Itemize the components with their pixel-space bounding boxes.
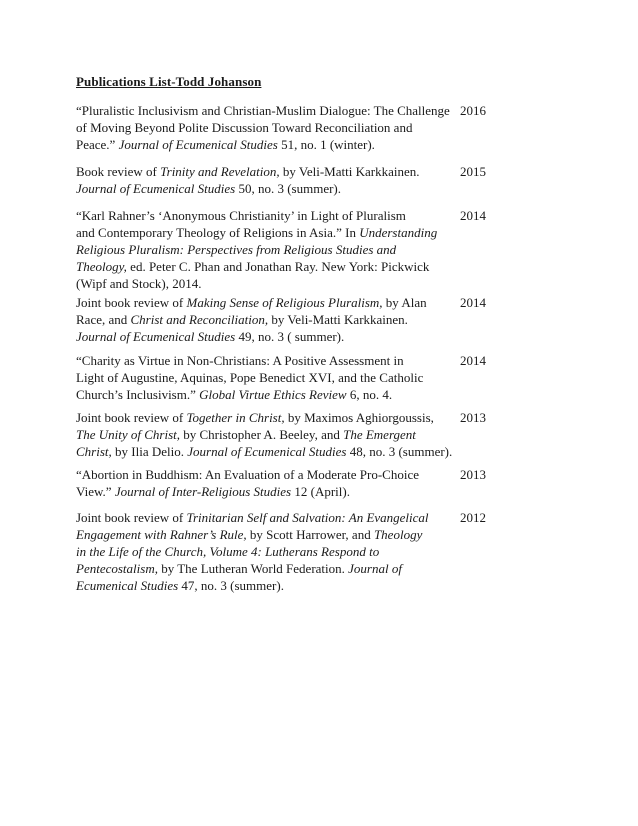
citation-line [76,163,448,180]
citation-text: of Moving Beyond Polite Discussion Toward Reconciliation and [76,120,413,135]
citation-title-italic: Trinitarian Self and Salvation: An Evangelical [186,510,429,525]
citation-line [76,258,448,275]
citation-line [76,560,448,577]
citation-title-italic: Christ, [76,444,112,459]
page-title: Publications List-Todd Johanson [76,74,262,89]
citation-title-italic: Journal of Ecumenical Studies [76,329,236,344]
citation-title-italic: Understanding [359,225,438,240]
citation-text: “Abortion in Buddhism: An Evaluation of a Moderate Pro-Choice [76,467,419,482]
citation-title-italic: The Unity of Christ, [76,427,181,442]
publication-citation [76,102,448,153]
citation-title-italic: Religious Pluralism: Perspectives from Religious Studies and [76,242,397,257]
citation-text: “Karl Rahner’s ‘Anonymous Christianity’ in Light of Pluralism [76,208,406,223]
publication-year: 2016 [460,103,486,118]
citation-line [76,443,453,460]
citation-title-italic: Ecumenical Studies [76,578,179,593]
citation-title-italic: Global Virtue Ethics Review [199,387,347,402]
citation-text: “Charity as Virtue in Non-Christians: A Positive Assessment in [76,353,404,368]
citation-text: Race, and [76,312,131,327]
citation-text: 50, no. 3 (summer). [235,181,342,196]
citation-line [76,207,448,224]
citation-line [76,328,448,345]
citation-text: Book review of [76,164,161,179]
citation-line [76,180,448,197]
citation-text: (Wipf and Stock), 2014. [76,276,202,291]
citation-title-italic: Journal of Ecumenical Studies [187,444,347,459]
citation-title-italic: Theology, [76,259,127,274]
citation-title-italic: Together in Christ, [186,410,285,425]
publication-citation [76,294,448,345]
citation-text: by Veli-Matti Karkkainen. [279,164,420,179]
citation-line [76,275,448,292]
citation-line [76,483,448,500]
citation-title-italic: Theology [373,527,423,542]
publication-entry [76,102,486,153]
citation-title-italic: in the Life of the Church, Volume 4: Lutherans Respond to [76,544,380,559]
citation-line [76,409,448,426]
citation-text: by Maximos Aghiorgoussis, [284,410,434,425]
citation-title-italic: Trinity and Revelation, [160,164,280,179]
publication-citation [76,352,448,403]
citation-text: by The Lutheran World Federation. [157,561,349,576]
citation-line [76,543,448,560]
publication-citation [76,163,448,197]
citation-line [76,311,448,328]
publication-citation [76,466,448,500]
citation-line [76,526,448,543]
citation-title-italic: Journal of [348,561,402,576]
publication-entry [76,207,486,292]
publication-entry [76,163,486,197]
citation-title-italic: Making Sense of Religious Pluralism, [186,295,383,310]
citation-text: Light of Augustine, Aquinas, Pope Benedict XVI, and the Catholic [76,370,424,385]
citation-text: by Christopher A. Beeley, and [180,427,344,442]
citation-text: Joint book review of [76,410,187,425]
citation-text: 12 (April). [291,484,350,499]
publication-citation [76,509,448,594]
publication-entry [76,466,486,500]
citation-text: 47, no. 3 (summer). [178,578,284,593]
publication-entry [76,352,486,403]
citation-line [76,386,448,403]
citation-title-italic: Journal of Ecumenical Studies [118,137,278,152]
citation-line [76,224,448,241]
citation-text: by Veli-Matti Karkkainen. [268,312,408,327]
citation-text: by Ilia Delio. [111,444,188,459]
citation-line [76,136,448,153]
citation-text: by Scott Harrower, and [246,527,374,542]
citation-line [76,369,448,386]
publication-year: 2012 [460,510,486,525]
citation-title-italic: Pentecostalism, [76,561,158,576]
citation-text: 6, no. 4. [346,387,393,402]
citation-line [76,119,448,136]
publication-year: 2013 [460,467,486,482]
citation-line [76,466,448,483]
citation-title-italic: The Emergent [343,427,416,442]
citation-text: and Contemporary Theology of Religions in Asia.” In [76,225,360,240]
citation-text: by Alan [382,295,427,310]
publication-year: 2013 [460,410,486,425]
citation-text: Joint book review of [76,510,187,525]
citation-line [76,352,448,369]
citation-line [76,577,448,594]
publication-entry [76,509,486,594]
citation-text: 48, no. 3 (summer). [346,444,453,459]
citation-line [76,509,448,526]
citation-line [76,294,448,311]
citation-title-italic: Engagement with Rahner’s Rule, [76,527,247,542]
publication-year: 2014 [460,353,486,368]
citation-title-italic: Journal of Ecumenical Studies [76,181,236,196]
publication-entry [76,294,486,345]
citation-title-italic: Christ and Reconciliation, [130,312,269,327]
citation-line [76,241,448,258]
publication-year: 2014 [460,295,486,310]
citation-text: Joint book review of [76,295,187,310]
publication-entry [76,409,486,460]
publication-year: 2014 [460,208,486,223]
citation-text: Church’s Inclusivism.” [76,387,200,402]
citation-text: Peace.” [76,137,119,152]
citation-text: View.” [76,484,115,499]
citation-text: 49, no. 3 ( summer). [235,329,345,344]
publication-year: 2015 [460,164,486,179]
citation-text: “Pluralistic Inclusivism and Christian-Muslim Dialogue: The Challenge [76,103,450,118]
publication-citation [76,207,448,292]
citation-line [76,426,448,443]
citation-line [76,102,448,119]
citation-text: ed. Peter C. Phan and Jonathan Ray. New York: Pickwick [126,259,430,274]
publication-citation [76,409,453,460]
citation-text: 51, no. 1 (winter). [277,137,375,152]
citation-title-italic: Journal of Inter-Religious Studies [114,484,292,499]
